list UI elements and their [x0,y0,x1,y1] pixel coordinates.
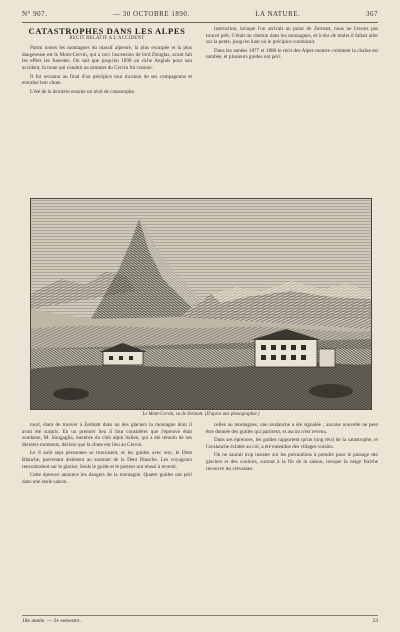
page-number: 367 [365,10,378,18]
paragraph: Parmi toutes les montagnes du massif alpestre, la plus escarpée et la plus dangereuse est le Mont-Cervin, qui a ravi l'ascension de lord Douglas, avant fait les effets les funestes. On sait que jusqu'en 1890 un riche Anglais pour son accident, la route qui conduit au sommet du Cervin fut connue. [22,45,192,71]
journal-title: LA NATURE. [255,10,301,18]
paragraph: mort, étant de trouver à Zermatt dans un des glaciers la montagne dont il avait été surpris. En un premier lieu il faut considérer que l'épreuve était soudaine, M. Sinigaglia, membre du club alpin italien, qui a été témoin de ses derniers moments, déclare que la chute eut lieu au Cervin. [22,422,192,448]
paragraph: Le 8 août sept personnes se trouvaient, et les guides avec eux, le Dent Blanche, parvenant aisément au sommet de la Dent Blanche. Les voyageurs rencontraient sur le glacier. Seuls le guide et le porteur ont réussi à revenir. [22,450,192,470]
column-right-bottom [206,422,378,474]
footer-signature: 23 [372,618,378,624]
figure-caption: Le Mont-Cervin, vu de Zermatt. (D'après une photographie.) [142,412,260,417]
footer-left: 18e année. — 2e semestre. [22,618,81,624]
paragraph: L'été de la dernière ensuite un récit de catastrophe. [30,88,136,95]
column-right-top [206,26,378,63]
paragraph: Dans ses épreuves, les guides rapportent qu'un long récit de la catastrophe, et l'avalanche éclatée au col, a été entendue des villages voisins. [206,437,378,450]
paragraph: celles au montagnes, une avalanche a été signalée ; aucune nouvelle ne peut être donnée des guides qui partirent, et aucun n'est revenu. [206,422,378,435]
article-title: CATASTROPHES DANS LES ALPES [28,26,186,36]
issue-date: — 30 OCTOBRE 1890. [113,10,190,18]
paragraph: Cette épreuve annonce les dangers de la montagne. Quatre guides ont péri dans une seule saison. [22,472,192,485]
engraving-illustration [31,199,371,409]
paragraph: Dans les années 1877 et 1880 le récit des Alpes montre comment la chaîne est tombée, et plusieurs guides ont péri. [206,47,378,61]
column-left-bottom [22,422,192,487]
article-subtitle: RECIT RELATIF A L'ACCIDENT [69,35,145,41]
paragraph: On ne saurait trop insister sur les précautions à prendre pour le passage des glaciers et des couloirs, surtout à la fin de la saison, lorsque la neige fraîche recouvre les crevasses. [206,452,378,472]
issue-number: N° 907. [22,10,48,18]
page-footer [22,615,378,626]
paragraph: Il fut reconnu au final d'un précipice tout inconnu de ses compagnons et entraîné leur chute. [22,73,192,87]
running-header [22,8,378,23]
matterhorn-engraving [30,198,372,410]
paragraph: instruction, lorsque l'on arrivait au point de Zermatt, nous ne l'avons pas trouvé prêt. C'était un chemin dans les montagnes, et à dos de mulet il fallait aller sur la pente, jusqu'en haut où le précipice conduisait. [206,26,378,46]
column-left-top [22,26,192,97]
